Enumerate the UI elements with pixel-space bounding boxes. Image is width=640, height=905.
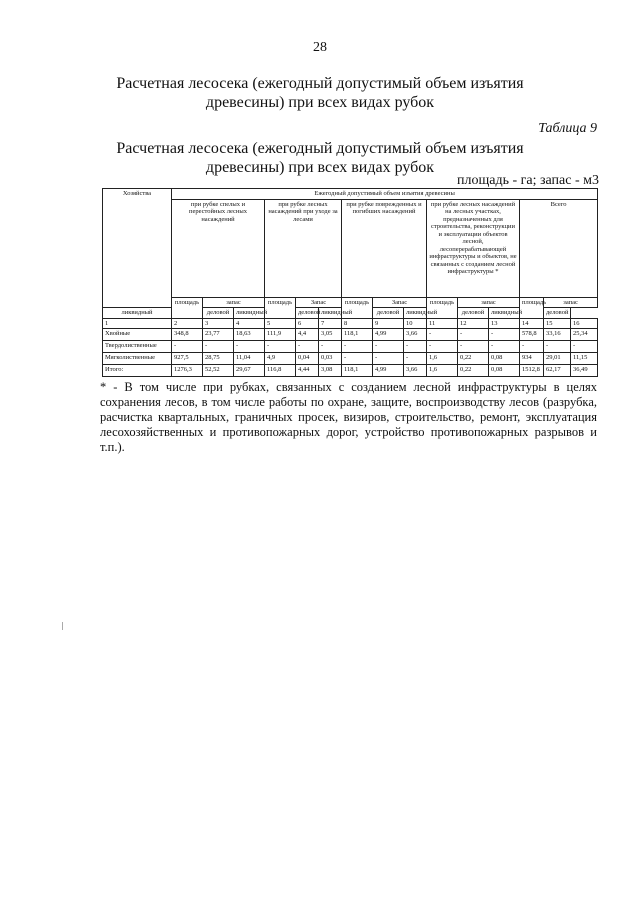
table-cell: 29,67 [234, 365, 265, 377]
table-cell: - [296, 341, 319, 353]
table-cell: 62,17 [544, 365, 571, 377]
heading: Расчетная лесосека (ежегодный допустимый объем изъятия древесины) при всех видах рубок [116, 75, 524, 111]
sub-commercial: деловой [544, 308, 571, 319]
group-thinning: при рубке лесных насаждений при уходе за лесами [265, 199, 342, 297]
group-total: Всего [520, 199, 598, 297]
table-cell: 28,75 [203, 353, 234, 365]
sub-area: площадь [520, 297, 544, 318]
table-cell: 29,01 [544, 353, 571, 365]
sub-commercial: деловой [203, 308, 234, 319]
allowable-cut-table [102, 188, 598, 377]
sub-liquid: ликвидный [103, 308, 172, 319]
table-cell: - [489, 341, 520, 353]
col-header-farm: Хозяйства [103, 189, 172, 308]
table-row [103, 353, 598, 365]
column-number: 14 [520, 318, 544, 329]
sub-commercial: деловой [296, 308, 319, 319]
table-row [103, 365, 598, 377]
table-cell: - [544, 341, 571, 353]
table-row [103, 329, 598, 341]
table-cell: - [373, 353, 404, 365]
column-number: 12 [458, 318, 489, 329]
table-cell: 0,04 [296, 353, 319, 365]
table-cell: - [342, 353, 373, 365]
sub-stock: запас [544, 297, 598, 308]
table-cell: - [319, 341, 342, 353]
table-cell: 52,52 [203, 365, 234, 377]
sub-commercial: деловой [458, 308, 489, 319]
table-cell: 927,5 [172, 353, 203, 365]
sub-area: площадь [265, 297, 296, 318]
column-number: 15 [544, 318, 571, 329]
table-cell: 1,6 [427, 353, 458, 365]
table-cell: 23,77 [203, 329, 234, 341]
table-cell: 0,03 [319, 353, 342, 365]
table-cell: - [203, 341, 234, 353]
table-cell: 348,8 [172, 329, 203, 341]
sub-stock: Запас [373, 297, 427, 308]
table-cell: - [265, 341, 296, 353]
column-number: 7 [319, 318, 342, 329]
table-cell: 118,1 [342, 329, 373, 341]
table-cell: - [172, 341, 203, 353]
group-mature: при рубке спелых и перестойных лесных насаждений [172, 199, 265, 297]
table-row [103, 341, 598, 353]
table-body [103, 329, 598, 377]
table-cell: 18,63 [234, 329, 265, 341]
column-number: 13 [489, 318, 520, 329]
table-cell: - [571, 341, 598, 353]
table-cell: - [458, 329, 489, 341]
sub-area: площадь [427, 297, 458, 318]
table-cell: - [427, 329, 458, 341]
table-cell: 1,6 [427, 365, 458, 377]
column-number: 2 [172, 318, 203, 329]
table-cell: - [520, 341, 544, 353]
column-number-row [103, 318, 598, 329]
table-cell: 11,04 [234, 353, 265, 365]
column-number: 8 [342, 318, 373, 329]
sub-stock: Запас [296, 297, 342, 308]
table-cell: 1512,8 [520, 365, 544, 377]
page-number: 28 [313, 40, 327, 55]
table-cell: - [404, 341, 427, 353]
table-cell: 0,22 [458, 353, 489, 365]
table-cell: 578,8 [520, 329, 544, 341]
table-cell: 4,99 [373, 365, 404, 377]
sub-stock: запас [458, 297, 520, 308]
group-header: Ежегодный допустимый объем изъятия древесины [172, 189, 598, 200]
table-cell: 118,1 [342, 365, 373, 377]
table-cell: 11,15 [571, 353, 598, 365]
table-title: Расчетная лесосека (ежегодный допустимый объем изъятия древесины) при всех видах рубок [116, 140, 524, 176]
table-cell: 0,08 [489, 353, 520, 365]
table-cell: 3,08 [319, 365, 342, 377]
table-label: Таблица 9 [538, 121, 597, 136]
column-number: 4 [234, 318, 265, 329]
sub-stock: запас [203, 297, 265, 308]
sub-liquid: ликвидный [319, 308, 342, 319]
sub-liquid: ликвидный [234, 308, 265, 319]
table-cell: 934 [520, 353, 544, 365]
table-cell: - [234, 341, 265, 353]
table-cell: 4,99 [373, 329, 404, 341]
column-number: 9 [373, 318, 404, 329]
table-cell: - [342, 341, 373, 353]
table-cell: 36,49 [571, 365, 598, 377]
table-cell: - [404, 353, 427, 365]
column-number: 6 [296, 318, 319, 329]
group-infrastructure: при рубке лесных насаждений на лесных участках, предназначенных для строительства, реконструкции и эксплуатации объектов лесной, лесоперерабатывающей инфраструктуры и объектов, не связанных с созданием лесной инфраструктуры * [427, 199, 520, 297]
table-cell: - [489, 329, 520, 341]
column-number: 1 [103, 318, 172, 329]
sub-area: площадь [342, 297, 373, 318]
table-cell: 3,05 [319, 329, 342, 341]
row-label: Мягколиственные [103, 353, 172, 365]
table-cell: 25,34 [571, 329, 598, 341]
margin-mark [62, 622, 63, 630]
table-cell: 1276,3 [172, 365, 203, 377]
column-number: 3 [203, 318, 234, 329]
sub-liquid: ликвидный [489, 308, 520, 319]
group-damaged: при рубке поврежденных и погибших насаждений [342, 199, 427, 297]
sub-area: площадь [172, 297, 203, 318]
column-number: 5 [265, 318, 296, 329]
column-number: 11 [427, 318, 458, 329]
table-cell: - [373, 341, 404, 353]
table-cell: 33,16 [544, 329, 571, 341]
sub-commercial: деловой [373, 308, 404, 319]
table-cell: 0,22 [458, 365, 489, 377]
table-cell: 3,66 [404, 329, 427, 341]
footnote: * - В том числе при рубках, связанных с созданием лесной инфраструктуры в целях сохранения лесов, в том числе работы по охране, защите, воспроизводству лесов (разрубка, расчистка квартальных, граничных просек, визиров, строительство, ремонт, эксплуатация лесохозяйственных и противопожарных дорог, устройство противопожарных разрывов и т.п.). [100, 380, 597, 454]
table-cell: - [427, 341, 458, 353]
table-cell: 4,9 [265, 353, 296, 365]
table-cell: 3,66 [404, 365, 427, 377]
table-cell: 111,9 [265, 329, 296, 341]
row-label: Итого: [103, 365, 172, 377]
row-label: Хвойные [103, 329, 172, 341]
row-label: Твердолиственные [103, 341, 172, 353]
sub-liquid: ликвидный [404, 308, 427, 319]
column-number: 16 [571, 318, 598, 329]
table-cell: 0,08 [489, 365, 520, 377]
table-cell: 116,8 [265, 365, 296, 377]
table-cell: 4,44 [296, 365, 319, 377]
table-cell: 4,4 [296, 329, 319, 341]
table-cell: - [458, 341, 489, 353]
column-number: 10 [404, 318, 427, 329]
units-note: площадь - га; запас - м3 [457, 173, 599, 188]
